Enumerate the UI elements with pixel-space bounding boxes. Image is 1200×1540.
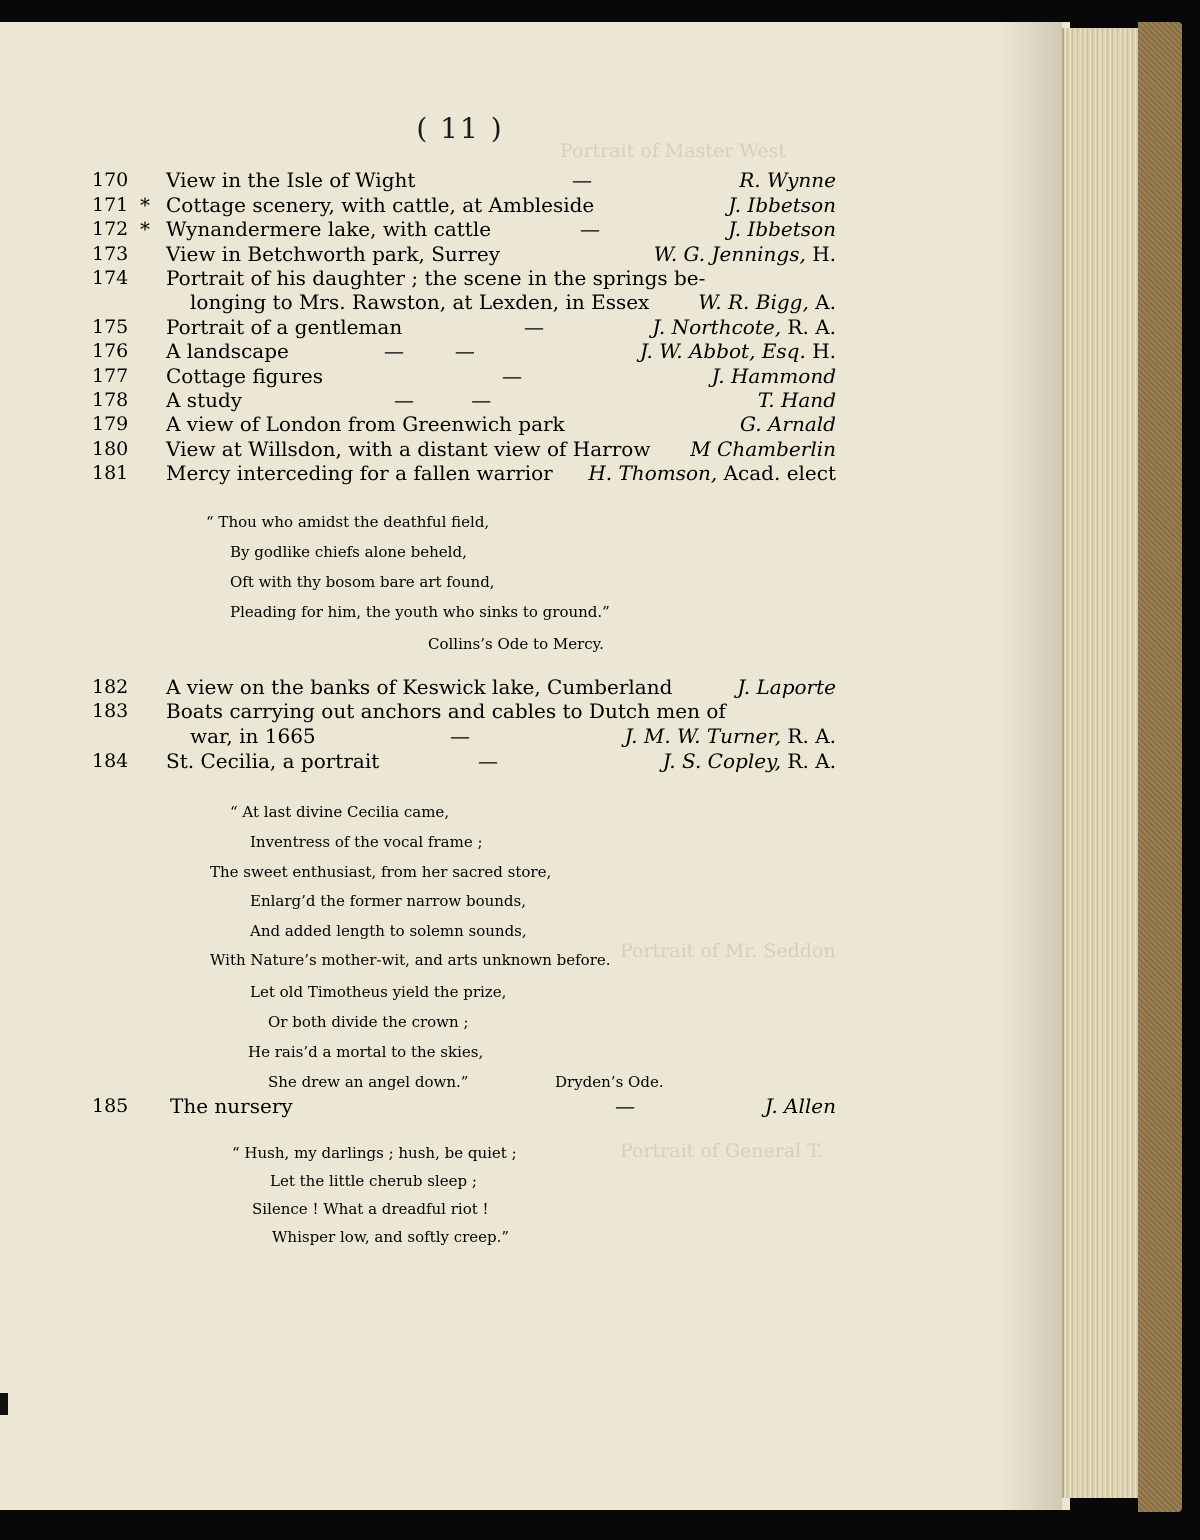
show-through-text: Portrait of Master West [560,140,786,162]
verse-line: Let old Timotheus yield the prize, [250,983,507,1001]
entry-number: 175 [92,316,129,338]
entry-dash: — — [394,388,492,412]
verse-line: He rais’d a mortal to the skies, [248,1043,484,1061]
entry-number: 181 [92,462,129,484]
artist-rank: H. [805,339,836,363]
entry-title: Cottage scenery, with cattle, at Ambleside [166,193,595,217]
catalogue-entry [0,387,1000,413]
entry-artist [712,363,836,389]
entry-asterisk: * [140,193,150,217]
entry-dash: — [615,1094,635,1118]
artist-name: J. Ibbetson [728,217,836,241]
entry-artist [625,723,836,749]
artist-name: J. W. Abbot, Esq. [640,339,806,363]
entry-title: A view on the banks of Keswick lake, Cumberland [166,675,673,699]
verse-line: “ At last divine Cecilia came, [230,803,450,821]
artist-name: J. Hammond [711,364,836,388]
entry-number: 182 [92,676,129,698]
catalogue-entry [0,167,1000,193]
artist-rank: R. A. [781,749,836,773]
entry-title: View in the Isle of Wight [166,168,416,192]
catalogue-entry [0,698,1000,724]
artist-name: R. Wynne [739,168,836,192]
entry-title: Portrait of his daughter ; the scene in the springs be- [166,266,706,290]
entry-title: A view of London from Greenwich park [166,412,565,436]
entry-title: longing to Mrs. Rawston, at Lexden, in Essex [190,290,650,314]
entry-dash: — [524,315,544,339]
entry-artist [654,241,836,267]
artist-name: G. Arnald [740,412,836,436]
entry-artist [652,314,836,340]
artist-name: J. S. Copley, [662,749,782,773]
entry-title: View in Betchworth park, Surrey [166,242,501,266]
verse-line: Oft with thy bosom bare art found, [230,573,495,591]
artist-name: H. Thomson, [588,461,718,485]
entry-number: 176 [92,340,129,362]
catalogue-entry [0,314,1000,340]
entry-artist [698,289,836,315]
entry-artist [739,167,836,193]
entry-artist [663,748,836,774]
catalogue-entry [0,748,1000,774]
entry-dash: — [478,749,498,773]
verse-line: “ Hush, my darlings ; hush, be quiet ; [232,1144,517,1162]
catalogue-entry [0,460,1000,486]
entry-number: 178 [92,389,129,411]
artist-name: W. R. Bigg, [698,290,809,314]
entry-number: 172 [92,218,129,240]
entry-title: View at Willsdon, with a distant view of Harrow [166,437,651,461]
entry-number: 171 [92,194,129,216]
entry-title: Cottage figures [166,364,324,388]
entry-dash: — [572,168,592,192]
artist-name: J. Northcote, [652,315,782,339]
catalogue-entry [0,265,1000,291]
entry-artist: J. Laporte [737,675,836,699]
entry-title-continued: war, in 1665 [190,724,316,748]
entry-artist [588,460,836,486]
book-cover [1138,22,1182,1512]
entry-artist [640,338,836,364]
artist-rank: R. A. [781,315,836,339]
artist-name: J. M. W. Turner, [624,724,782,748]
verse-line: With Nature’s mother-wit, and arts unknown before. [210,951,611,969]
show-through-text: Portrait of Mr. Seddon [620,940,836,962]
artist-rank: A. [808,290,836,314]
artist-name: M Chamberlin [690,437,836,461]
verse-attribution: Collins’s Ode to Mercy. [428,635,604,653]
entry-title: Wynandermere lake, with cattle [166,217,492,241]
entry-number: 170 [92,169,129,191]
verse-line: Or both divide the crown ; [268,1013,469,1031]
verse-line: Silence ! What a dreadful riot ! [252,1200,489,1218]
entry-title: A study [166,388,243,412]
catalogue-entry [0,411,1000,437]
catalogue-entry [0,436,1000,462]
artist-name: J. Ibbetson [728,193,836,217]
verse-line: The sweet enthusiast, from her sacred store, [210,863,552,881]
entry-asterisk: * [140,217,150,241]
verse-line: By godlike chiefs alone beheld, [230,543,467,561]
artist-rank: H. [805,242,836,266]
catalogue-entry [0,216,1000,242]
entry-dash: — [580,217,600,241]
catalogue-entry [0,1093,1000,1119]
artist-rank: R. A. [781,724,836,748]
entry-number: 180 [92,438,129,460]
entry-artist [728,192,836,218]
verse-line: Pleading for him, the youth who sinks to ground.” [230,603,610,621]
entry-artist [740,411,836,437]
entry-dash: — — [384,339,475,363]
page-edges [1062,28,1146,1498]
entry-title: Portrait of a gentleman [166,315,403,339]
artist-rank: Acad. elect [717,461,836,485]
page-number: ( 11 ) [416,112,504,145]
entry-artist: J. Allen [764,1094,836,1118]
entry-number: 173 [92,243,129,265]
entry-title: A landscape [166,339,289,363]
catalogue-entry [0,241,1000,267]
entry-number: 185 [92,1095,129,1117]
entry-artist [690,436,836,462]
entry-number: 183 [92,700,129,722]
entry-artist [728,216,836,242]
page-curve-shadow [1000,22,1062,1510]
entry-title: Mercy interceding for a fallen warrior [166,461,553,485]
verse-line: “ Thou who amidst the deathful field, [206,513,490,531]
catalogue-entry [0,674,1000,700]
verse-line: And added length to solemn sounds, [250,922,527,940]
verse-line: Let the little cherub sleep ; [270,1172,477,1190]
verse-line: Inventress of the vocal frame ; [250,833,483,851]
verse-line: Whisper low, and softly creep.” [272,1228,510,1246]
entry-number: 184 [92,750,129,772]
pointer-icon [0,1393,8,1415]
entry-number: 174 [92,267,129,289]
verse-line: She drew an angel down.” [268,1073,469,1091]
catalogue-entry-continuation [0,723,1000,749]
entry-artist [758,387,836,413]
entry-title: The nursery [170,1094,293,1118]
entry-dash: — [450,724,470,748]
entry-dash: — [502,364,522,388]
entry-number: 179 [92,413,129,435]
artist-name: W. G. Jennings, [653,242,806,266]
verse-attribution: Dryden’s Ode. [555,1073,664,1091]
catalogue-entry [0,289,1000,315]
show-through-text: Portrait of General T. [620,1140,824,1162]
catalogue-entry [0,363,1000,389]
catalogue-entry [0,338,1000,364]
entry-title: Boats carrying out anchors and cables to Dutch men of [166,699,726,723]
artist-name: T. Hand [757,388,836,412]
verse-line: Enlarg’d the former narrow bounds, [250,892,526,910]
entry-number: 177 [92,365,129,387]
catalogue-entry [0,192,1000,218]
entry-title: St. Cecilia, a portrait [166,749,380,773]
